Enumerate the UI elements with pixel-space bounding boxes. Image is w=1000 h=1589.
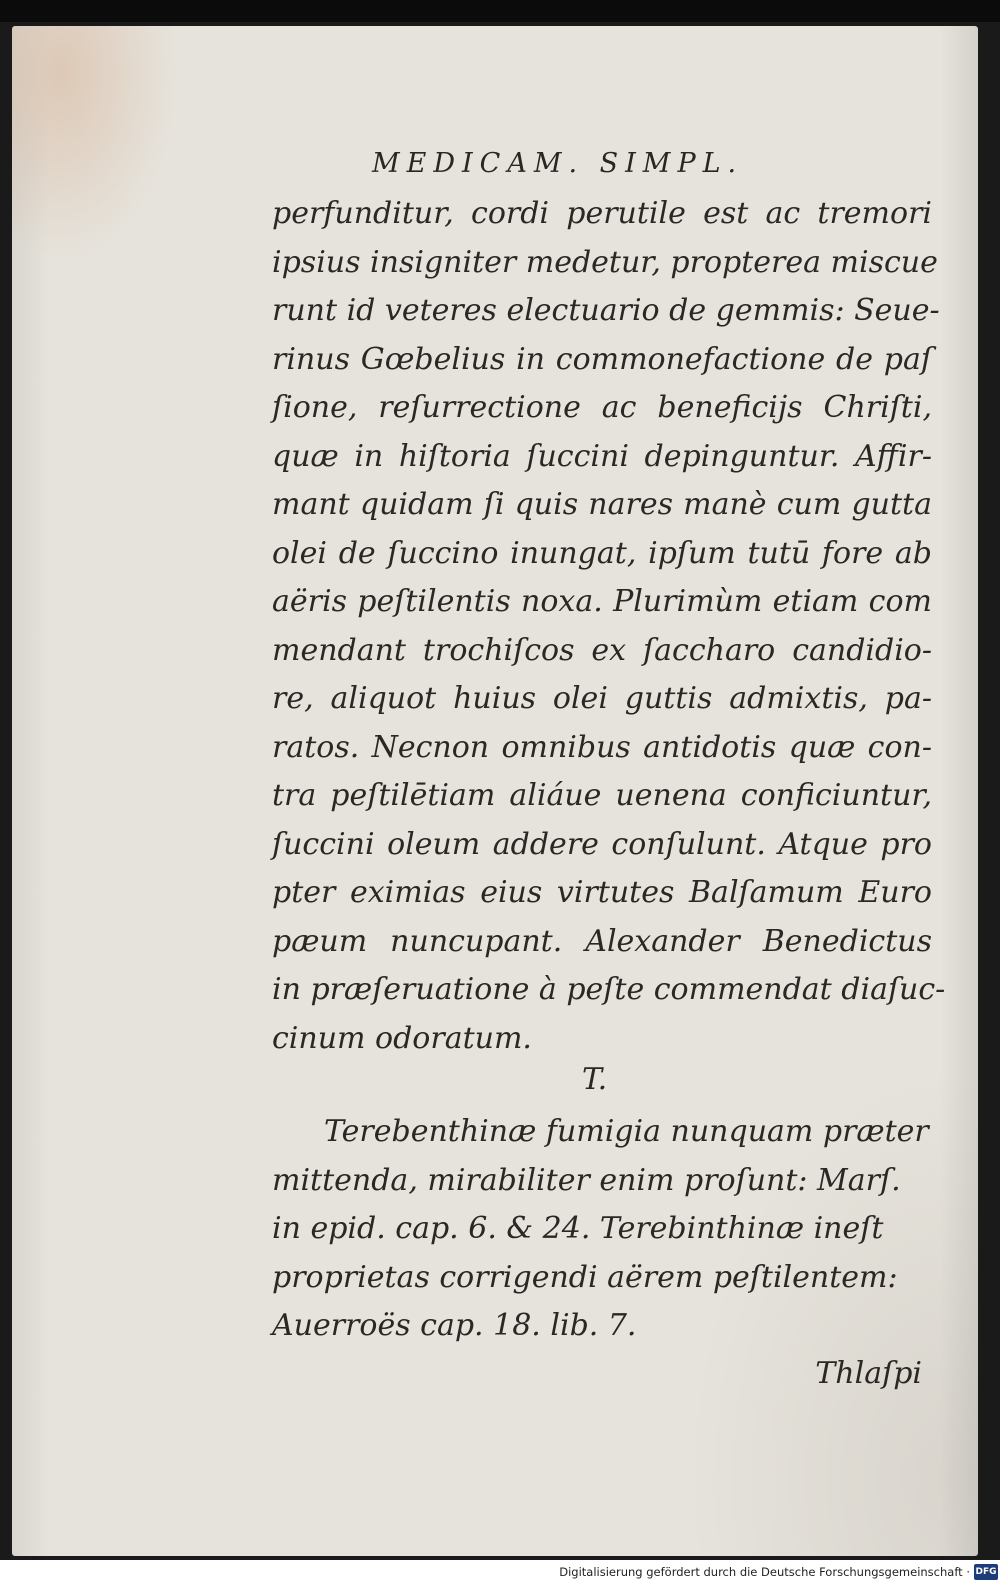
text-line: cinum odoratum. (272, 1020, 532, 1056)
paragraph-2 (272, 1108, 932, 1351)
text-line: re, aliquot huius olei guttis admixtis, pa- (272, 681, 932, 716)
text-line: mittenda, mirabiliter enim proſunt: Marſ. (272, 1162, 901, 1198)
text-line: ſione, reſurrectione ac beneficijs Chriſti, (272, 390, 932, 425)
footer-bar (0, 1560, 1000, 1589)
text-line: ratos. Necnon omnibus antidotis quæ con- (272, 729, 932, 765)
text-line: ipsius insigniter medetur, propterea miscue (272, 244, 938, 280)
paragraph-1 (272, 190, 946, 1063)
text-line: rinus Gœbelius in commonefactione de paſ (272, 341, 932, 377)
text-line: mant quidam ſi quis nares manè cum gutta (272, 487, 932, 522)
text-line: aëris peſtilentis noxa. Plurimùm etiam com (272, 584, 932, 619)
dfg-logo: DFG (974, 1564, 998, 1580)
text-line: pæum nuncupant. Alexander Benedictus (272, 923, 932, 959)
text-line: Terebenthinæ fumigia nunquam præter (324, 1114, 929, 1149)
section-heading: T. (582, 1062, 608, 1097)
top-bar (0, 0, 1000, 22)
funding-credit: Digitalisierung gefördert durch die Deutsche Forschungsgemeinschaft · (559, 1565, 970, 1579)
text-line: ſuccini oleum addere conſulunt. Atque pro (272, 826, 932, 862)
catchword: Thlaſpi (815, 1356, 922, 1391)
text-line: proprietas corrigendi aërem peſtilentem: (272, 1259, 898, 1295)
text-line: runt id veteres electuario de gemmis: Seue- (272, 293, 940, 328)
text-line: perfunditur, cordi perutile est ac tremori (272, 196, 932, 231)
text-line: pter eximias eius virtutes Balſamum Euro (272, 875, 932, 910)
text-line: in præſeruatione à peſte commendat diaſuc- (272, 972, 946, 1007)
text-line: olei de ſuccino inungat, ipſum tutū fore ab (272, 535, 932, 571)
text-line: in epid. cap. 6. & 24. Terebinthinæ ineſt (272, 1211, 884, 1246)
text-line: Auerroës cap. 18. lib. 7. (272, 1308, 637, 1343)
text-line: mendant trochiſcos ex ſaccharo candidio- (272, 632, 932, 668)
running-head: MEDICAM. SIMPL. (372, 148, 744, 179)
text-line: quæ in hiſtoria ſuccini depinguntur. Affir- (272, 438, 932, 474)
text-line: tra peſtilētiam aliáue uenena conficiuntur, (272, 778, 932, 813)
